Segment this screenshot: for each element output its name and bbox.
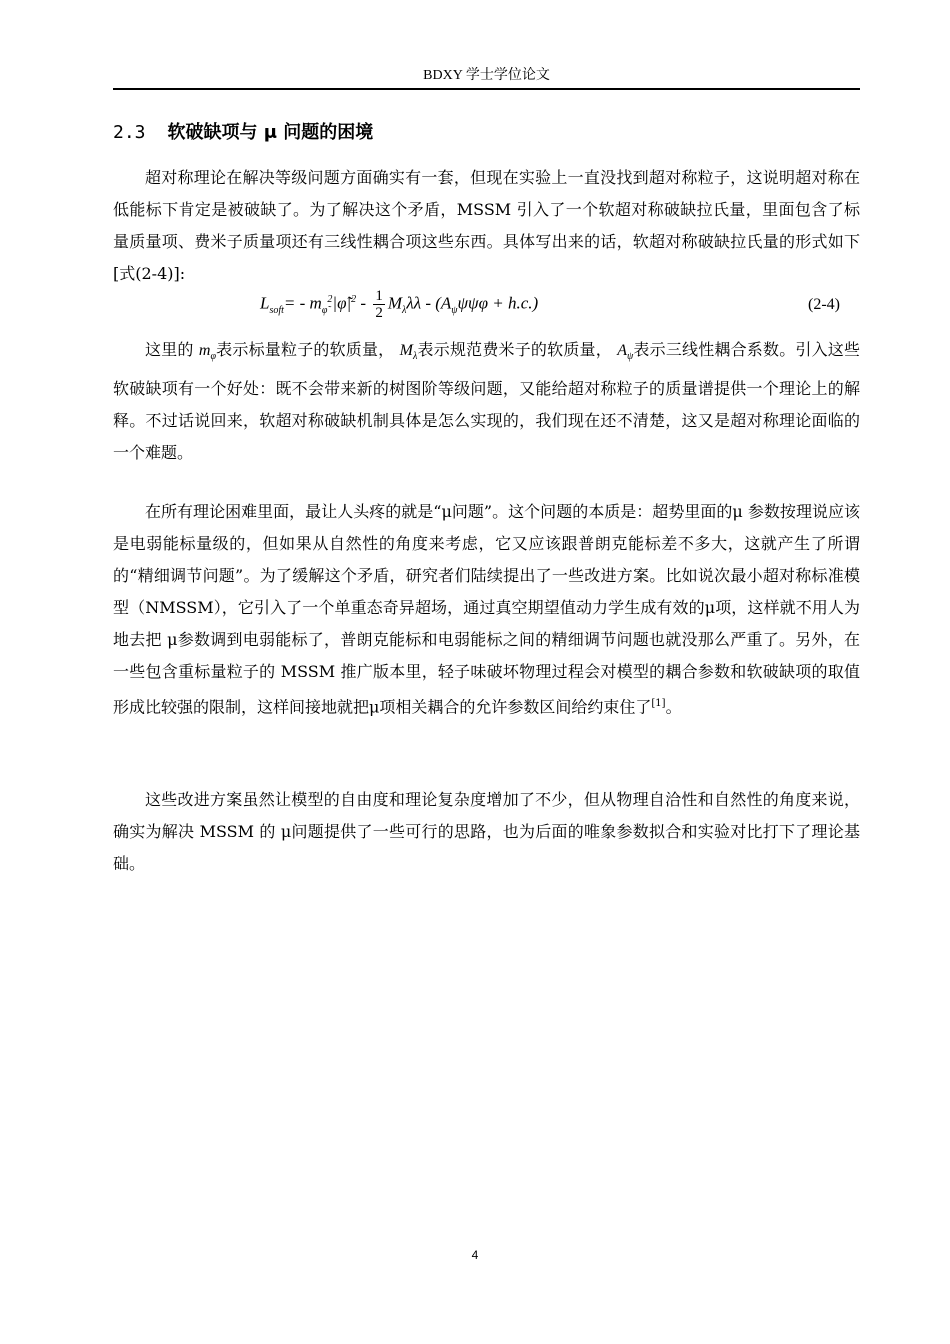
page-number: 4 [471,1248,479,1262]
formula-m-sup: 2 [327,293,333,305]
symbol-A-sub: ψ [627,351,634,363]
section-number: 2.3 [113,122,146,143]
p2-text-2: 表示标量粒子的软质量， [216,340,400,359]
paragraph-4 [113,784,860,880]
symbol-A: A [617,342,627,359]
formula-fraction [373,288,385,321]
paragraph-2-text [113,334,860,469]
formula-lhs: L [260,293,270,313]
p2-text-4: 表示三线性耦合系数。引入这些软破缺项有一个好处：既不会带来新的树图阶等级问题，又能给超对称粒子的质量谱提供一个理论上的解释。不过话说回来，软超对称破缺机制具体是怎么实现的，我们现在还不清楚，这又是超对称理论面临的一个难题。 [113,340,860,463]
formula-part4: M [387,293,402,313]
fraction-numerator: 1 [375,288,383,304]
symbol-m-sub: φ̃ [210,351,216,363]
formula-part1: = - m [283,293,322,313]
symbol-M: M [399,342,413,359]
formula-part5: λλ - (A [406,293,452,313]
formula-m-sub: φ̃ [321,304,328,316]
p3-text: 在所有理论困难里面，最让人头疼的就是“μ问题”。这个问题的本质是：超势里面的μ 参数按理说应该是电弱能标量级的，但如果从自然性的角度来考虑，它又应该跟普朗克能标差不多大，这就产生了所谓的“精细调节问题”。为了缓解这个矛盾，研究者们陆续提出了一些改进方案。比如说次最小超对称标准模型（NMSSM），它引入了一个单重态奇异超场，通过真空期望值动力学生成有效的μ项，这样就不用人为地去把 μ参数调到电弱能标了，普朗克能标和电弱能标之间的精细调节问题也就没那么严重了。另外，在一些包含重标量粒子的 MSSM 推广版本里，轻子味破坏物理过程会对模型的耦合参数和软破缺项的取值形成比较强的限制，这样间接地就把μ项相关耦合的允许参数区间给约束住了 [113,502,860,717]
equation-label: (2-4) [808,296,840,313]
formula-part2: |φ̃| [332,293,352,313]
section-title-text: 软破缺项与 μ 问题的困境 [167,122,374,143]
paragraph-3 [113,496,860,723]
citation-1[interactable]: [1] [651,698,666,709]
equation-2-4 [260,288,820,328]
p2-text-1: 这里的 [145,340,199,359]
paragraph-3-text [113,496,860,723]
section-heading [113,118,373,144]
running-header: BDXY 学士学位论文 [113,66,860,90]
paragraph-2 [113,334,860,469]
formula-M-sub: λ [402,304,407,316]
formula-A-sub: ψ [451,304,458,316]
paragraph-4-text: 这些改进方案虽然让模型的自由度和理论复杂度增加了不少，但从物理自洽性和自然性的角度来说，确实为解决 MSSM 的 μ问题提供了一些可行的思路，也为后面的唯象参数拟合和实验对比打下了理论基础。 [113,790,860,873]
formula-lhs-sub: soft [269,304,284,316]
symbol-M-sub: λ [413,351,418,363]
paragraph-1-text: 超对称理论在解决等级问题方面确实有一套，但现在实验上一直没找到超对称粒子，这说明超对称在低能标下肯定是被破缺了。为了解决这个矛盾，MSSM 引入了一个软超对称破缺拉氏量，里面包含了标量质量项、费米子质量项还有三线性耦合项这些东西。具体写出来的话，软超对称破缺拉氏量的形式如下[式(2-4)]: [113,168,860,283]
p3-end: 。 [665,697,682,717]
formula-abs-sup: 2 [351,293,357,305]
paragraph-1 [113,162,860,290]
formula-part6: ψψφ + h.c.) [457,293,539,313]
fraction-denominator: 2 [375,305,383,321]
formula-part3: - [356,293,371,313]
p2-text-3: 表示规范费米子的软质量， [417,340,618,359]
symbol-m: m [198,342,211,359]
